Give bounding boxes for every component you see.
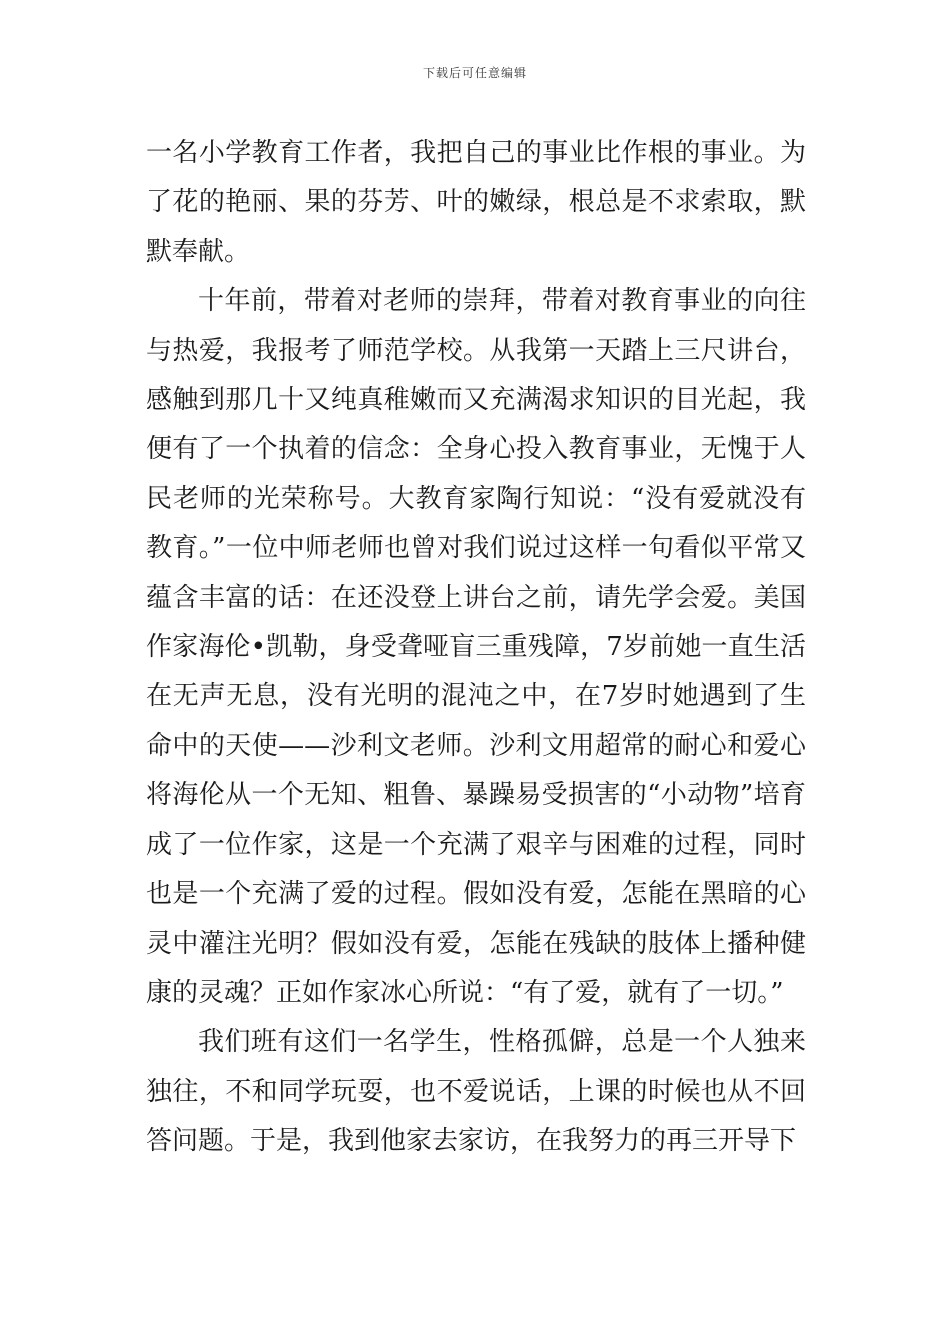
- paragraph-3: 我们班有这们一名学生，性格孤僻，总是一个人独来独往，不和同学玩耍，也不爱说话，上课的时候也从不回答问题。于是，我到他家去家访，在我努力的再三开导下: [146, 1027, 806, 1157]
- paragraph-1: 一名小学教育工作者，我把自己的事业比作根的事业。为了花的艳丽、果的芬芳、叶的嫩绿，根总是不求索取，默默奉献。: [146, 138, 806, 267]
- document-body: [146, 129, 806, 1167]
- page-header: 下载后可任意编辑: [422, 66, 527, 80]
- paragraph-2: 十年前，带着对老师的崇拜，带着对教育事业的向往与热爱，我报考了师范学校。从我第一天踏上三尺讲台，感触到那几十又纯真稚嫩而又充满渴求知识的目光起，我便有了一个执着的信念：全身心投入教育事业，无愧于人民老师的光荣称号。大教育家陶行知说：“没有爱就没有教育。”一位中师老师也曾对我们说过这样一句看似平常又蕴含丰富的话：在还没登上讲台之前，请先学会爱。美国作家海伦•凯勒，身受聋哑盲三重残障，7岁前她一直生活在无声无息，没有光明的混沌之中，在7岁时她遇到了生命中的天使——沙利文老师。沙利文用超常的耐心和爱心将海伦从一个无知、粗鲁、暴躁易受损害的“小动物”培育成了一位作家，这是一个充满了艰辛与困难的过程，同时也是一个充满了爱的过程。假如没有爱，怎能在黑暗的心灵中灌注光明？假如没有爱，怎能在残缺的肢体上播种健康的灵魂？正如作家冰心所说：“有了爱，就有了一切。”: [146, 286, 806, 1008]
